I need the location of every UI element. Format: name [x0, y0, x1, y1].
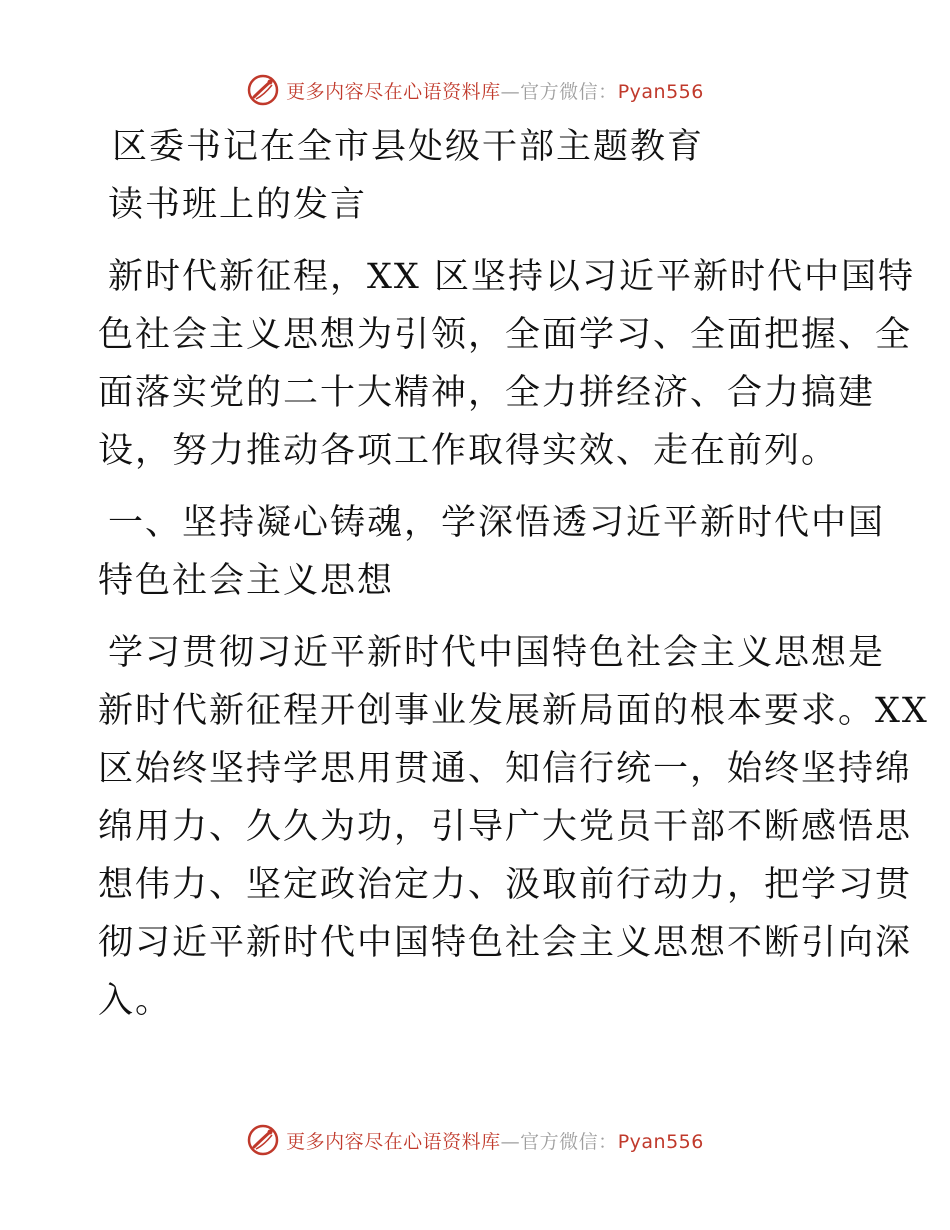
footer-watermark — [0, 1120, 950, 1160]
watermark-text — [286, 77, 704, 104]
paragraph-2-line-5: 想伟力、坚定政治定力、汲取前行动力，把学习贯 — [98, 865, 913, 905]
paragraph-1-line-1: 新时代新征程，XX 区坚持以习近平新时代中国特 — [108, 257, 915, 297]
paragraph-1-line-2: 色社会主义思想为引领，全面学习、全面把握、全 — [98, 315, 913, 355]
paragraph-2-line-7: 入。 — [98, 981, 173, 1021]
paragraph-2-line-3: 区始终坚持学思用贯通、知信行统一，始终坚持绵 — [98, 749, 913, 789]
watermark-text — [286, 1127, 704, 1154]
paragraph-2-line-6: 彻习近平新时代中国特色社会主义思想不断引向深 — [98, 923, 913, 963]
watermark-wechat-id: Pyan556 — [617, 1130, 704, 1153]
watermark-official-label: 官方微信： — [520, 1130, 618, 1153]
watermark-dash: — — [500, 1130, 521, 1153]
paragraph-1-line-3: 面落实党的二十大精神，全力拼经济、合力搞建 — [98, 373, 876, 413]
paragraph-2-line-2: 新时代新征程开创事业发展新局面的根本要求。XX — [98, 691, 929, 731]
paragraph-2-line-1: 学习贯彻习近平新时代中国特色社会主义思想是 — [108, 633, 886, 673]
section-heading-line-1: 一、坚持凝心铸魂，学深悟透习近平新时代中国 — [108, 503, 886, 543]
title-line-2: 读书班上的发言 — [108, 185, 368, 225]
section-heading-line-2: 特色社会主义思想 — [98, 561, 395, 601]
header-watermark — [0, 70, 950, 110]
watermark-official-label: 官方微信： — [520, 80, 618, 103]
watermark-wechat-id: Pyan556 — [617, 80, 704, 103]
paragraph-1-line-4: 设，努力推动各项工作取得实效、走在前列。 — [98, 431, 839, 471]
watermark-brand: 更多内容尽在心语资料库 — [286, 80, 501, 103]
watermark-dash: — — [500, 80, 521, 103]
quill-seal-icon — [246, 73, 280, 107]
paragraph-2-line-4: 绵用力、久久为功，引导广大党员干部不断感悟思 — [98, 807, 913, 847]
document-body — [98, 118, 929, 1030]
quill-seal-icon — [246, 1123, 280, 1157]
watermark-brand: 更多内容尽在心语资料库 — [286, 1130, 501, 1153]
title-line-1: 区委书记在全市县处级干部主题教育 — [112, 127, 705, 167]
